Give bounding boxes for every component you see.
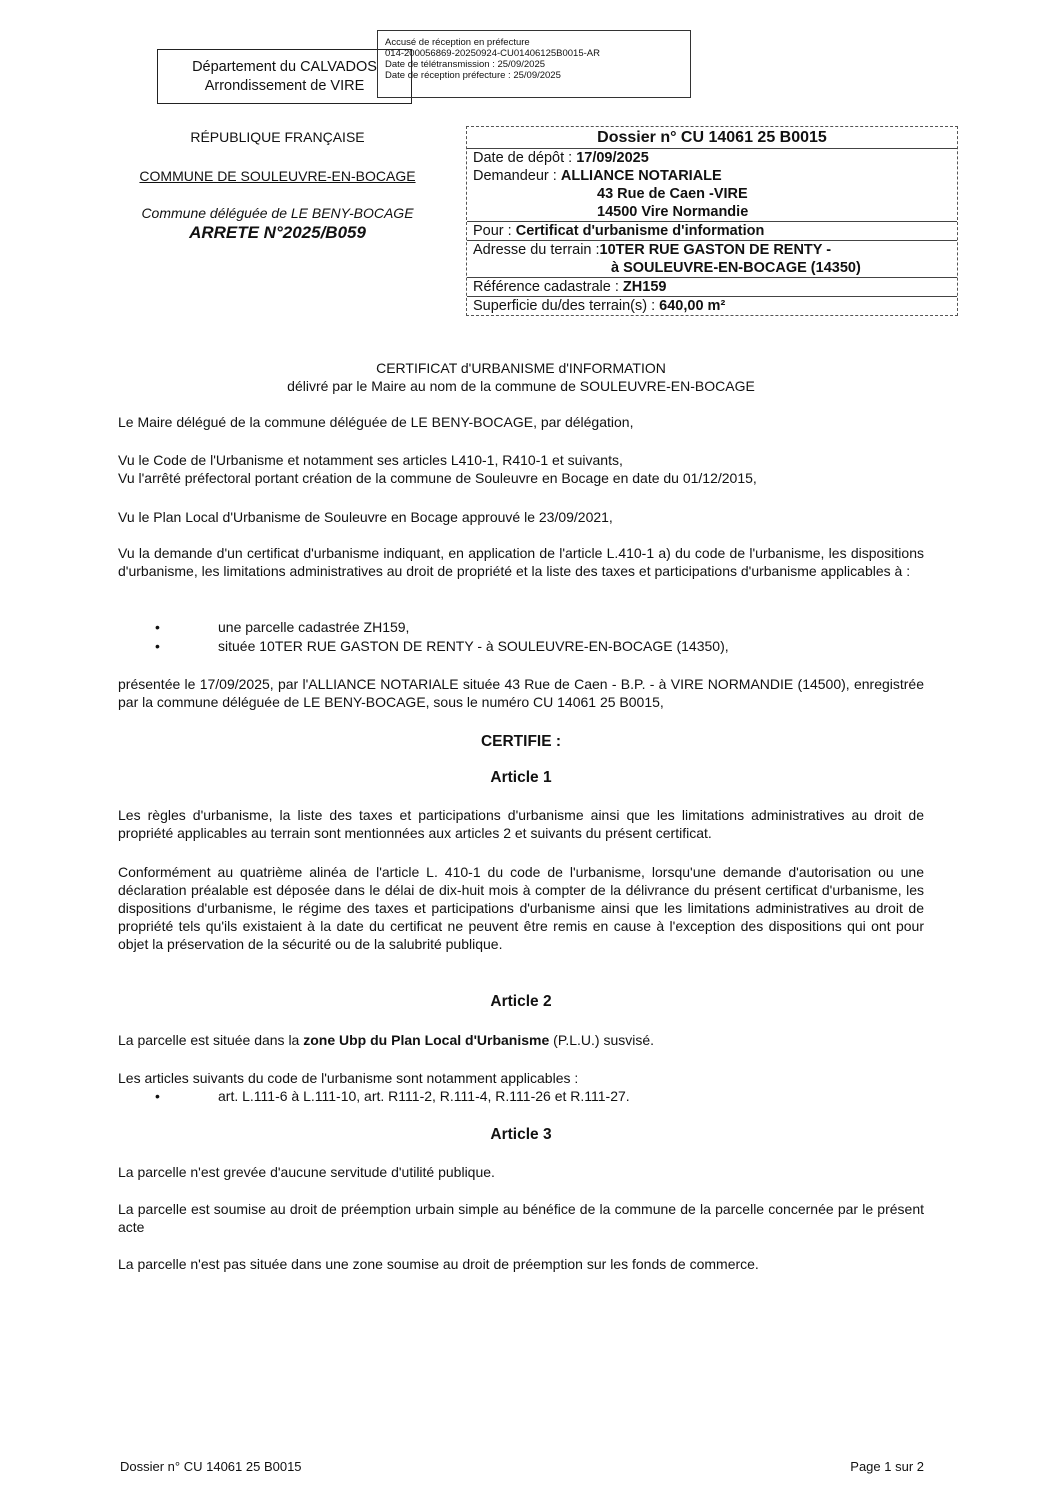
stamp-line: Date de réception préfecture : 25/09/2025 bbox=[385, 70, 561, 81]
demandeur-city: 14500 Vire Normandie bbox=[597, 204, 749, 220]
adresse-line2: à SOULEUVRE-EN-BOCAGE (14350) bbox=[611, 260, 861, 276]
vu-code-paragraph bbox=[118, 451, 924, 487]
depot-date: 17/09/2025 bbox=[576, 150, 649, 166]
list-item: • une parcelle cadastrée ZH159, bbox=[155, 619, 410, 635]
article-3-paragraph-2: La parcelle est soumise au droit de préemption urbain simple au bénéfice de la commune de la parcelle concernée par le présent acte bbox=[118, 1201, 924, 1235]
demandeur: ALLIANCE NOTARIALE bbox=[560, 168, 722, 184]
article-3-paragraph-1: La parcelle n'est grevée d'aucune servitude d'utilité publique. bbox=[118, 1164, 495, 1180]
certifie-heading: CERTIFIE : bbox=[480, 733, 562, 750]
article-1-paragraph-2: Conformément au quatrième alinéa de l'article L. 410-1 du code de l'urbanisme, lorsqu'une demande d'autorisation ou une déclaration préalable est déposée dans le délai de dix-huit mois à compter de la délivrance du présent certificat d'urbanisme, les dispositions d'urbanisme, le régime des taxes et participations d'urbanisme ainsi que les limitations administratives au droit de propriété tels qu'ils existaient à la date du certificat ne peuvent être remis en cause à l'exception des dispositions qui ont pour objet la préservation de la sécurité ou de la salubrité publique. bbox=[118, 864, 924, 952]
vu-code: Vu le Code de l'Urbanisme et notamment ses articles L410-1, R410-1 et suivants, bbox=[118, 452, 623, 468]
adresse-line1: 10TER RUE GASTON DE RENTY - bbox=[599, 242, 832, 258]
demandeur-address: 43 Rue de Caen -VIRE bbox=[597, 186, 748, 202]
pour-label: Pour : bbox=[473, 223, 516, 239]
title-line1: CERTIFICAT d'URBANISME d'INFORMATION bbox=[376, 360, 666, 376]
footer-page-number: Page 1 sur 2 bbox=[850, 1459, 924, 1474]
commune-deleguee: Commune déléguée de LE BENY-BOCAGE bbox=[141, 205, 414, 221]
ref-cadastrale: ZH159 bbox=[622, 279, 667, 295]
article-2-list bbox=[155, 1087, 630, 1106]
superficie: 640,00 m² bbox=[659, 298, 726, 314]
stamp-line: 014-200056869-20250924-CU01406125B0015-AR bbox=[385, 48, 600, 59]
dossier-box bbox=[466, 126, 958, 316]
intro-paragraph: Le Maire délégué de la commune déléguée de LE BENY-BOCAGE, par délégation, bbox=[118, 414, 634, 430]
certificat-title bbox=[118, 359, 924, 395]
list-item: • art. L.111-6 à L.111-10, art. R111-2, R.111-4, R.111-26 et R.111-27. bbox=[155, 1088, 630, 1104]
republique: RÉPUBLIQUE FRANÇAISE bbox=[190, 129, 365, 145]
vu-plu: Vu le Plan Local d'Urbanisme de Souleuvre en Bocage approuvé le 23/09/2021, bbox=[118, 509, 613, 525]
article-1-heading: Article 1 bbox=[490, 769, 552, 786]
arrete-number: ARRETE N°2025/B059 bbox=[189, 223, 366, 242]
presentee-paragraph: présentée le 17/09/2025, par l'ALLIANCE NOTARIALE située 43 Rue de Caen - B.P. - à VIRE NORMANDIE (14500), enregistrée par la commune déléguée de LE BENY-BOCAGE, sous le numéro CU 14061 25 B0015, bbox=[118, 676, 924, 710]
stamp-line: Date de télétransmission : 25/09/2025 bbox=[385, 59, 546, 70]
article-2-heading: Article 2 bbox=[490, 993, 552, 1010]
commune: COMMUNE DE SOULEUVRE-EN-BOCAGE bbox=[139, 168, 416, 184]
prefecture-receipt-stamp bbox=[377, 30, 691, 98]
article-3-heading: Article 3 bbox=[490, 1126, 552, 1143]
superficie-label: Superficie du/des terrain(s) : bbox=[473, 298, 660, 314]
vu-demande: Vu la demande d'un certificat d'urbanisme indiquant, en application de l'article L.410-1 a) du code de l'urbanisme, les dispositions d'urbanisme, les limitations administratives au droit de propriété et la liste des taxes et participations d'urbanisme applicables à : bbox=[118, 545, 924, 579]
arrondissement-line: Arrondissement de VIRE bbox=[204, 78, 365, 94]
footer-dossier: Dossier n° CU 14061 25 B0015 bbox=[120, 1459, 302, 1474]
stamp-line: Accusé de réception en préfecture bbox=[385, 37, 530, 48]
dossier-title: Dossier n° CU 14061 25 B0015 bbox=[597, 129, 827, 146]
adresse-label: Adresse du terrain : bbox=[473, 242, 600, 258]
list-item: • située 10TER RUE GASTON DE RENTY - à SOULEUVRE-EN-BOCAGE (14350), bbox=[155, 638, 729, 654]
vu-arrete: Vu l'arrêté préfectoral portant création de la commune de Souleuvre en Bocage en date du 01/12/2015, bbox=[118, 470, 757, 486]
pour: Certificat d'urbanisme d'information bbox=[515, 223, 765, 239]
depot-label: Date de dépôt : bbox=[473, 150, 577, 166]
article-2-paragraph-1: La parcelle est située dans la zone Ubp du Plan Local d'Urbanisme (P.L.U.) susvisé. bbox=[118, 1032, 655, 1048]
department-line: Département du CALVADOS bbox=[192, 59, 377, 75]
department-box bbox=[157, 49, 412, 104]
ref-label: Référence cadastrale : bbox=[473, 279, 623, 295]
demandeur-label: Demandeur : bbox=[473, 168, 561, 184]
title-line2: délivré par le Maire au nom de la commune de SOULEUVRE-EN-BOCAGE bbox=[287, 378, 755, 394]
article-1-paragraph-1: Les règles d'urbanisme, la liste des taxes et participations d'urbanisme ainsi que les limitations administratives au droit de propriété applicables au terrain sont mentionnées aux articles 2 et suivants du présent certificat. bbox=[118, 807, 924, 841]
article-3-paragraph-3: La parcelle n'est pas située dans une zone soumise au droit de préemption sur les fonds de commerce. bbox=[118, 1256, 759, 1272]
bullet-list bbox=[155, 618, 729, 656]
article-2-paragraph-2: Les articles suivants du code de l'urbanisme sont notamment applicables : bbox=[118, 1070, 579, 1086]
